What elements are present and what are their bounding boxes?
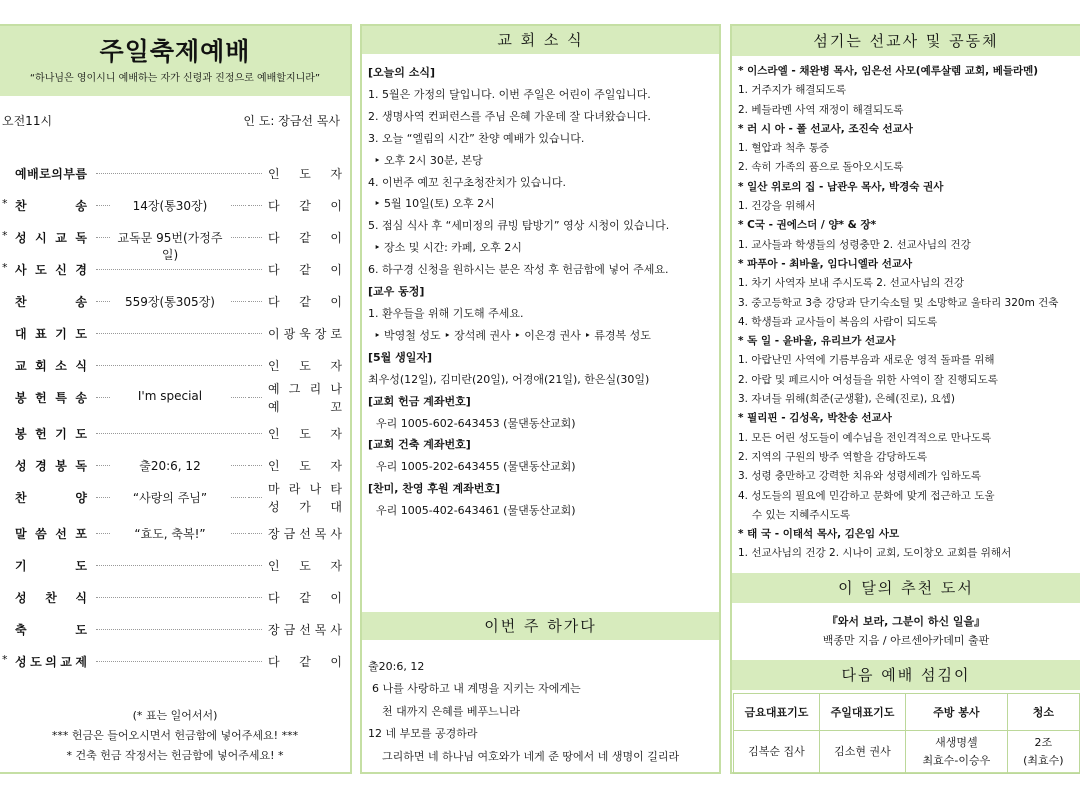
church-news-header: 교 회 소 식 — [362, 26, 719, 54]
hagada-header: 이번 주 하가다 — [362, 612, 719, 640]
book-recommendation — [732, 612, 1080, 650]
missionary-line: 1. 거주지가 해결되도록 — [738, 84, 846, 97]
order-person: 다 같 이 — [268, 591, 342, 605]
missionary-line: 3. 성령 충만하고 강력한 치유와 성령세례가 임하도록 — [738, 470, 982, 483]
missionary-line: 1. 혈압과 척추 통증 — [738, 142, 830, 155]
order-value: I'm special — [110, 389, 230, 403]
order-person-line: 예 그 리 나 — [268, 382, 342, 396]
order-item: 찬 양 — [15, 491, 87, 505]
order-person: 이 광 욱 장 로 — [268, 327, 342, 341]
order-value: 559장(통305장) — [110, 293, 230, 310]
val-sunday-prayer: 김소현 권사 — [819, 731, 905, 774]
order-item: 찬 송 — [15, 295, 87, 309]
col-cleaning: 청소 — [1007, 694, 1079, 731]
order-item: 찬 송 — [15, 199, 87, 213]
missionary-line: 2. 속히 가족의 품으로 돌아오시도록 — [738, 161, 904, 174]
order-item: 축 도 — [15, 623, 87, 637]
service-time: 오전11시 — [2, 114, 53, 128]
order-row — [0, 422, 350, 446]
left-notes — [0, 706, 350, 766]
book-header: 이 달의 추천 도서 — [732, 573, 1080, 603]
dotted-leader — [248, 497, 262, 498]
order-row — [0, 618, 350, 642]
dotted-leader — [248, 365, 262, 366]
missionary-line: 4. 학생들과 교사들이 복음의 사람이 되도록 — [738, 315, 938, 328]
dotted-leader — [96, 333, 246, 334]
missionary-header: 섬기는 선교사 및 공동체 — [732, 26, 1080, 56]
order-person — [268, 380, 342, 416]
dotted-leader — [248, 301, 262, 302]
order-item: 기 도 — [15, 559, 87, 573]
missionary-line: 수 있는 지혜주시도록 — [752, 508, 850, 521]
church-news-panel — [360, 24, 721, 774]
order-value: 교독문 95번(가정주일) — [110, 229, 230, 263]
verse-line: 출20:6, 12 — [368, 660, 425, 673]
dotted-leader — [96, 173, 246, 174]
dotted-leader — [96, 597, 246, 598]
order-row — [0, 650, 350, 674]
missionary-line: * 태 국 - 이태석 목사, 김은임 사모 — [738, 528, 900, 541]
order-row — [0, 258, 350, 282]
news-line: 최우성(12일), 김미란(20일), 어경애(21일), 한은실(30일) — [368, 372, 650, 386]
dotted-leader — [248, 533, 262, 534]
order-item: 사 도 신 경 — [15, 263, 87, 277]
order-person: 다 같 이 — [268, 199, 342, 213]
val-friday-prayer: 김복순 집사 — [734, 731, 820, 774]
service-time-row — [2, 112, 340, 129]
news-line: [교우 동정] — [368, 285, 425, 299]
news-line: [교회 헌금 계좌번호] — [368, 394, 471, 408]
standing-mark: * — [2, 197, 8, 210]
order-person-line: 성 가 대 — [268, 500, 342, 514]
news-line: ‣ 오후 2시 30분, 본당 — [374, 153, 483, 167]
order-value: 출20:6, 12 — [110, 457, 230, 474]
missionary-line: 1. 교사들과 학생들의 성령충만 2. 선교사님의 건강 — [738, 238, 971, 251]
missionary-line: 2. 지역의 구원의 방주 역할을 감당하도록 — [738, 450, 927, 463]
order-person: 다 같 이 — [268, 655, 342, 669]
news-line: 1. 환우들을 위해 기도해 주세요. — [368, 306, 524, 320]
news-line: 우리 1005-402-643461 (물댄동산교회) — [376, 504, 576, 518]
news-line: [교회 건축 계좌번호] — [368, 438, 471, 452]
news-line: 우리 1005-602-643453 (물댄동산교회) — [376, 416, 576, 430]
book-title: 『와서 보라, 그분이 하신 일을』 — [826, 615, 986, 628]
order-item: 예 배 로 의 부 름 — [15, 167, 87, 181]
dotted-leader — [96, 565, 246, 566]
dotted-leader — [248, 661, 262, 662]
news-line: ‣ 박영철 성도 ‣ 장석례 권사 ‣ 이은경 권사 ‣ 류경복 성도 — [374, 328, 651, 342]
dotted-leader — [96, 629, 246, 630]
dotted-leader — [248, 433, 262, 434]
order-row — [0, 290, 350, 314]
dotted-leader — [248, 565, 262, 566]
dotted-leader — [96, 365, 246, 366]
order-row — [0, 194, 350, 218]
order-item: 대 표 기 도 — [15, 327, 87, 341]
note-offering: *** 헌금은 들어오시면서 헌금함에 넣어주세요! *** — [51, 729, 299, 742]
missionary-line: * 이스라엘 - 채완병 목사, 임은선 사모(예루살렘 교회, 베들라멘) — [738, 65, 1039, 77]
missionary-line: * 러 시 아 - 폴 선교사, 조진숙 선교사 — [738, 122, 913, 135]
order-row — [0, 586, 350, 610]
order-item: 성 시 교 독 — [15, 231, 87, 245]
verse-line: 6 나를 사랑하고 내 계명을 지키는 자에게는 — [372, 682, 581, 696]
dotted-leader — [248, 269, 262, 270]
order-person — [268, 480, 342, 516]
order-value: “사랑의 주님” — [110, 489, 230, 506]
missionary-line: 1. 건강을 위해서 — [738, 200, 816, 213]
service-table-row — [734, 731, 1080, 774]
missionary-panel — [730, 24, 1080, 774]
missionary-line: 1. 아랍난민 사역에 기름부음과 새로운 영적 돌파를 위해 — [738, 354, 995, 367]
news-line: 1. 5월은 가정의 달입니다. 이번 주일은 어린이 주일입니다. — [368, 87, 651, 101]
title-banner — [0, 26, 350, 96]
missionary-line: 1. 차기 사역자 보내 주시도록 2. 선교사님의 건강 — [738, 277, 964, 290]
missionary-line: 4. 성도들의 필요에 민감하고 문화에 맞게 접근하고 도울 — [738, 489, 995, 502]
dotted-leader — [248, 237, 262, 238]
order-person: 인 도 자 — [268, 167, 342, 181]
order-person: 다 같 이 — [268, 231, 342, 245]
service-leader: 인 도: 장금선 목사 — [243, 114, 340, 128]
standing-mark: * — [2, 229, 8, 242]
order-value: 14장(통30장) — [110, 197, 230, 214]
service-table — [733, 693, 1080, 774]
news-line: [5월 생일자] — [368, 350, 433, 364]
order-person: 다 같 이 — [268, 263, 342, 277]
book-author: 백종만 지음 / 아르센아카데미 출판 — [822, 634, 990, 647]
val-kitchen: 새생명셀 최효수-이승우 — [905, 731, 1007, 774]
order-person: 인 도 자 — [268, 359, 342, 373]
val-cleaning: 2조 (최효수) — [1007, 731, 1079, 774]
order-item: 봉 헌 특 송 — [15, 391, 87, 405]
news-line: ‣ 장소 및 시간: 카페, 오후 2시 — [374, 241, 522, 255]
standing-mark: * — [2, 653, 8, 666]
news-line: 3. 오늘 “엘림의 시간” 찬양 예배가 있습니다. — [368, 131, 585, 145]
dotted-leader — [248, 629, 262, 630]
missionary-line: 2. 베들라멘 사역 재정이 해결되도록 — [738, 103, 904, 116]
order-row — [0, 554, 350, 578]
missionary-line: 1. 선교사님의 건강 2. 시나이 교회, 도이창오 교회를 위해서 — [738, 547, 1012, 560]
order-row — [0, 354, 350, 378]
order-person: 인 도 자 — [268, 559, 342, 573]
news-line: 6. 하구경 신청을 원하시는 분은 작성 후 헌금함에 넣어 주세요. — [368, 263, 669, 277]
news-line: 2. 생명사역 컨퍼런스를 주님 은혜 가운데 잘 다녀왔습니다. — [368, 109, 651, 123]
next-service-header: 다음 예배 섬김이 — [732, 660, 1080, 690]
order-row — [0, 162, 350, 186]
church-news-list — [368, 62, 713, 522]
order-value: “효도, 축복!” — [110, 525, 230, 542]
dotted-leader — [248, 397, 262, 398]
missionary-line: * 일산 위로의 집 - 남관우 목사, 박경숙 권사 — [738, 180, 944, 193]
news-line: 4. 이번주 예꼬 친구초청잔치가 있습니다. — [368, 175, 566, 189]
service-table-header — [734, 694, 1080, 731]
dotted-leader — [96, 661, 246, 662]
missionary-line: * 독 일 - 윤바울, 유리브가 선교사 — [738, 335, 896, 348]
missionary-list — [738, 62, 1076, 564]
hagada-verse — [368, 656, 713, 768]
order-row — [0, 454, 350, 478]
order-person-line: 마 라 나 타 — [268, 482, 342, 496]
order-item: 성 경 봉 독 — [15, 459, 87, 473]
note-standing: (* 표는 일어서서) — [132, 709, 218, 722]
missionary-line: * 필리핀 - 김성옥, 박찬송 선교사 — [738, 412, 892, 425]
news-line: 우리 1005-202-643455 (물댄동산교회) — [376, 460, 576, 474]
col-kitchen: 주방 봉사 — [905, 694, 1007, 731]
order-item: 성 찬 식 — [15, 591, 87, 605]
news-line: [오늘의 소식] — [368, 66, 436, 79]
order-person: 인 도 자 — [268, 459, 342, 473]
dotted-leader — [248, 205, 262, 206]
order-item: 교 회 소 식 — [15, 359, 87, 373]
motto: “하나님은 영이시니 예배하는 자가 신령과 진정으로 예배할지니라” — [29, 73, 321, 84]
verse-line: 12 네 부모를 공경하라 — [368, 727, 478, 741]
news-line: [찬미, 찬영 후원 계좌번호] — [368, 482, 500, 496]
order-person: 장 금 선 목 사 — [268, 527, 342, 541]
order-person-line: 예 꼬 — [268, 400, 342, 414]
verse-line: 천 대까지 은혜를 베푸느니라 — [382, 704, 521, 718]
order-row — [0, 226, 350, 262]
order-row — [0, 322, 350, 346]
verse-line: 그리하면 네 하나님 여호와가 네게 준 땅에서 네 생명이 길리라 — [382, 749, 680, 763]
order-row — [0, 482, 350, 514]
note-building: * 건축 헌금 작정서는 헌금함에 넣어주세요! * — [66, 749, 284, 762]
col-sunday-prayer: 주일대표기도 — [819, 694, 905, 731]
col-friday-prayer: 금요대표기도 — [734, 694, 820, 731]
missionary-line: 3. 중고등학교 3층 강당과 단기숙소틸 및 소망학교 울타리 320m 건축 — [738, 296, 1059, 309]
missionary-line: 3. 자녀들 위해(희준(군생활), 은혜(진로), 요셉) — [738, 393, 955, 406]
news-line: ‣ 5월 10일(토) 오후 2시 — [374, 197, 495, 211]
order-item: 봉 헌 기 도 — [15, 427, 87, 441]
order-person: 인 도 자 — [268, 427, 342, 441]
missionary-line: 2. 아랍 및 페르시아 여성들을 위한 사역이 잘 진행되도록 — [738, 373, 998, 386]
dotted-leader — [96, 269, 246, 270]
worship-order-panel — [0, 24, 352, 774]
dotted-leader — [248, 173, 262, 174]
order-item: 말 씀 선 포 — [15, 527, 87, 541]
news-line: 5. 점심 식사 후 “세미정의 큐빙 탐방기” 영상 시청이 있습니다. — [368, 219, 670, 233]
dotted-leader — [248, 597, 262, 598]
order-row — [0, 522, 350, 546]
missionary-line: 1. 모든 어린 성도들이 예수님을 전인격적으로 만나도록 — [738, 431, 992, 444]
dotted-leader — [96, 433, 246, 434]
order-person: 다 같 이 — [268, 295, 342, 309]
page-title: 주일축제예배 — [99, 37, 251, 66]
missionary-line: * C국 - 권에스더 / 양* & 장* — [738, 219, 877, 232]
dotted-leader — [248, 333, 262, 334]
standing-mark: * — [2, 261, 8, 274]
order-row — [0, 382, 350, 414]
missionary-line: * 파푸아 - 최바울, 임다니엘라 선교사 — [738, 257, 913, 270]
dotted-leader — [248, 465, 262, 466]
order-person: 장 금 선 목 사 — [268, 623, 342, 637]
order-item: 성 도 의 교 제 — [15, 655, 87, 669]
